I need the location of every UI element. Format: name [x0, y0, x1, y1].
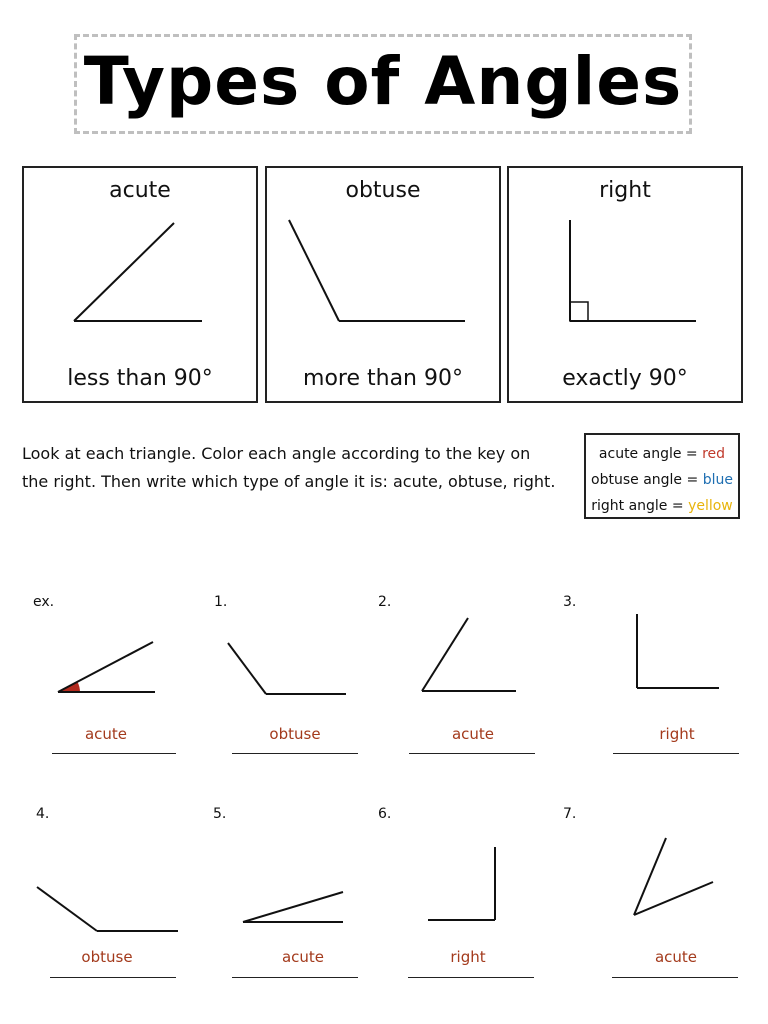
card-acute-name: acute	[109, 178, 171, 203]
exercise-5-angle	[243, 892, 343, 922]
card-acute-desc: less than 90°	[67, 366, 213, 391]
exercise-label-ex: ex.	[33, 594, 55, 610]
answer-7: acute	[654, 948, 698, 966]
answer-line-3	[613, 753, 739, 754]
key-acute-color: red	[702, 446, 726, 462]
exercise-2-angle	[422, 618, 516, 691]
instructions-line-2: the right. Then write which type of angle it is: acute, obtuse, right.	[22, 472, 556, 491]
answer-3: right	[659, 725, 695, 743]
exercise-3-angle	[637, 614, 719, 688]
exercise-label-5: 5.	[213, 806, 227, 822]
card-right-name: right	[599, 178, 651, 203]
card-obtuse-name: obtuse	[345, 178, 421, 203]
key-right-color: yellow	[688, 498, 733, 514]
exercise-7-angle	[634, 838, 713, 915]
key-right-label: right angle =	[591, 498, 689, 514]
answer-4: obtuse	[81, 948, 133, 966]
answer-5: acute	[281, 948, 325, 966]
answer-ex: acute	[84, 725, 128, 743]
exercise-ex-angle	[58, 642, 155, 692]
exercise-1-angle	[228, 643, 346, 694]
card-right-desc: exactly 90°	[562, 366, 688, 391]
card-obtuse-desc: more than 90°	[303, 366, 463, 391]
key-acute-label: acute angle =	[598, 446, 703, 462]
exercise-label-1: 1.	[214, 594, 228, 610]
answer-line-ex	[52, 753, 176, 754]
answer-1: obtuse	[269, 725, 321, 743]
answer-6: right	[450, 948, 486, 966]
exercise-4-angle	[37, 887, 178, 931]
answer-line-5	[232, 977, 358, 978]
answer-line-4	[50, 977, 176, 978]
answer-2: acute	[451, 725, 495, 743]
key-obtuse-color: blue	[702, 472, 733, 488]
exercise-label-6: 6.	[378, 806, 392, 822]
page-title: Types of Angles	[83, 43, 683, 120]
answer-line-1	[232, 753, 358, 754]
instructions-line-1: Look at each triangle. Color each angle according to the key on	[22, 444, 531, 463]
answer-line-2	[409, 753, 535, 754]
exercise-label-3: 3.	[563, 594, 577, 610]
exercise-6-angle	[428, 847, 495, 920]
answer-line-7	[612, 977, 738, 978]
answer-line-6	[408, 977, 534, 978]
key-obtuse-label: obtuse angle =	[591, 472, 703, 488]
exercise-label-7: 7.	[563, 806, 577, 822]
exercise-label-4: 4.	[36, 806, 50, 822]
exercise-label-2: 2.	[378, 594, 392, 610]
